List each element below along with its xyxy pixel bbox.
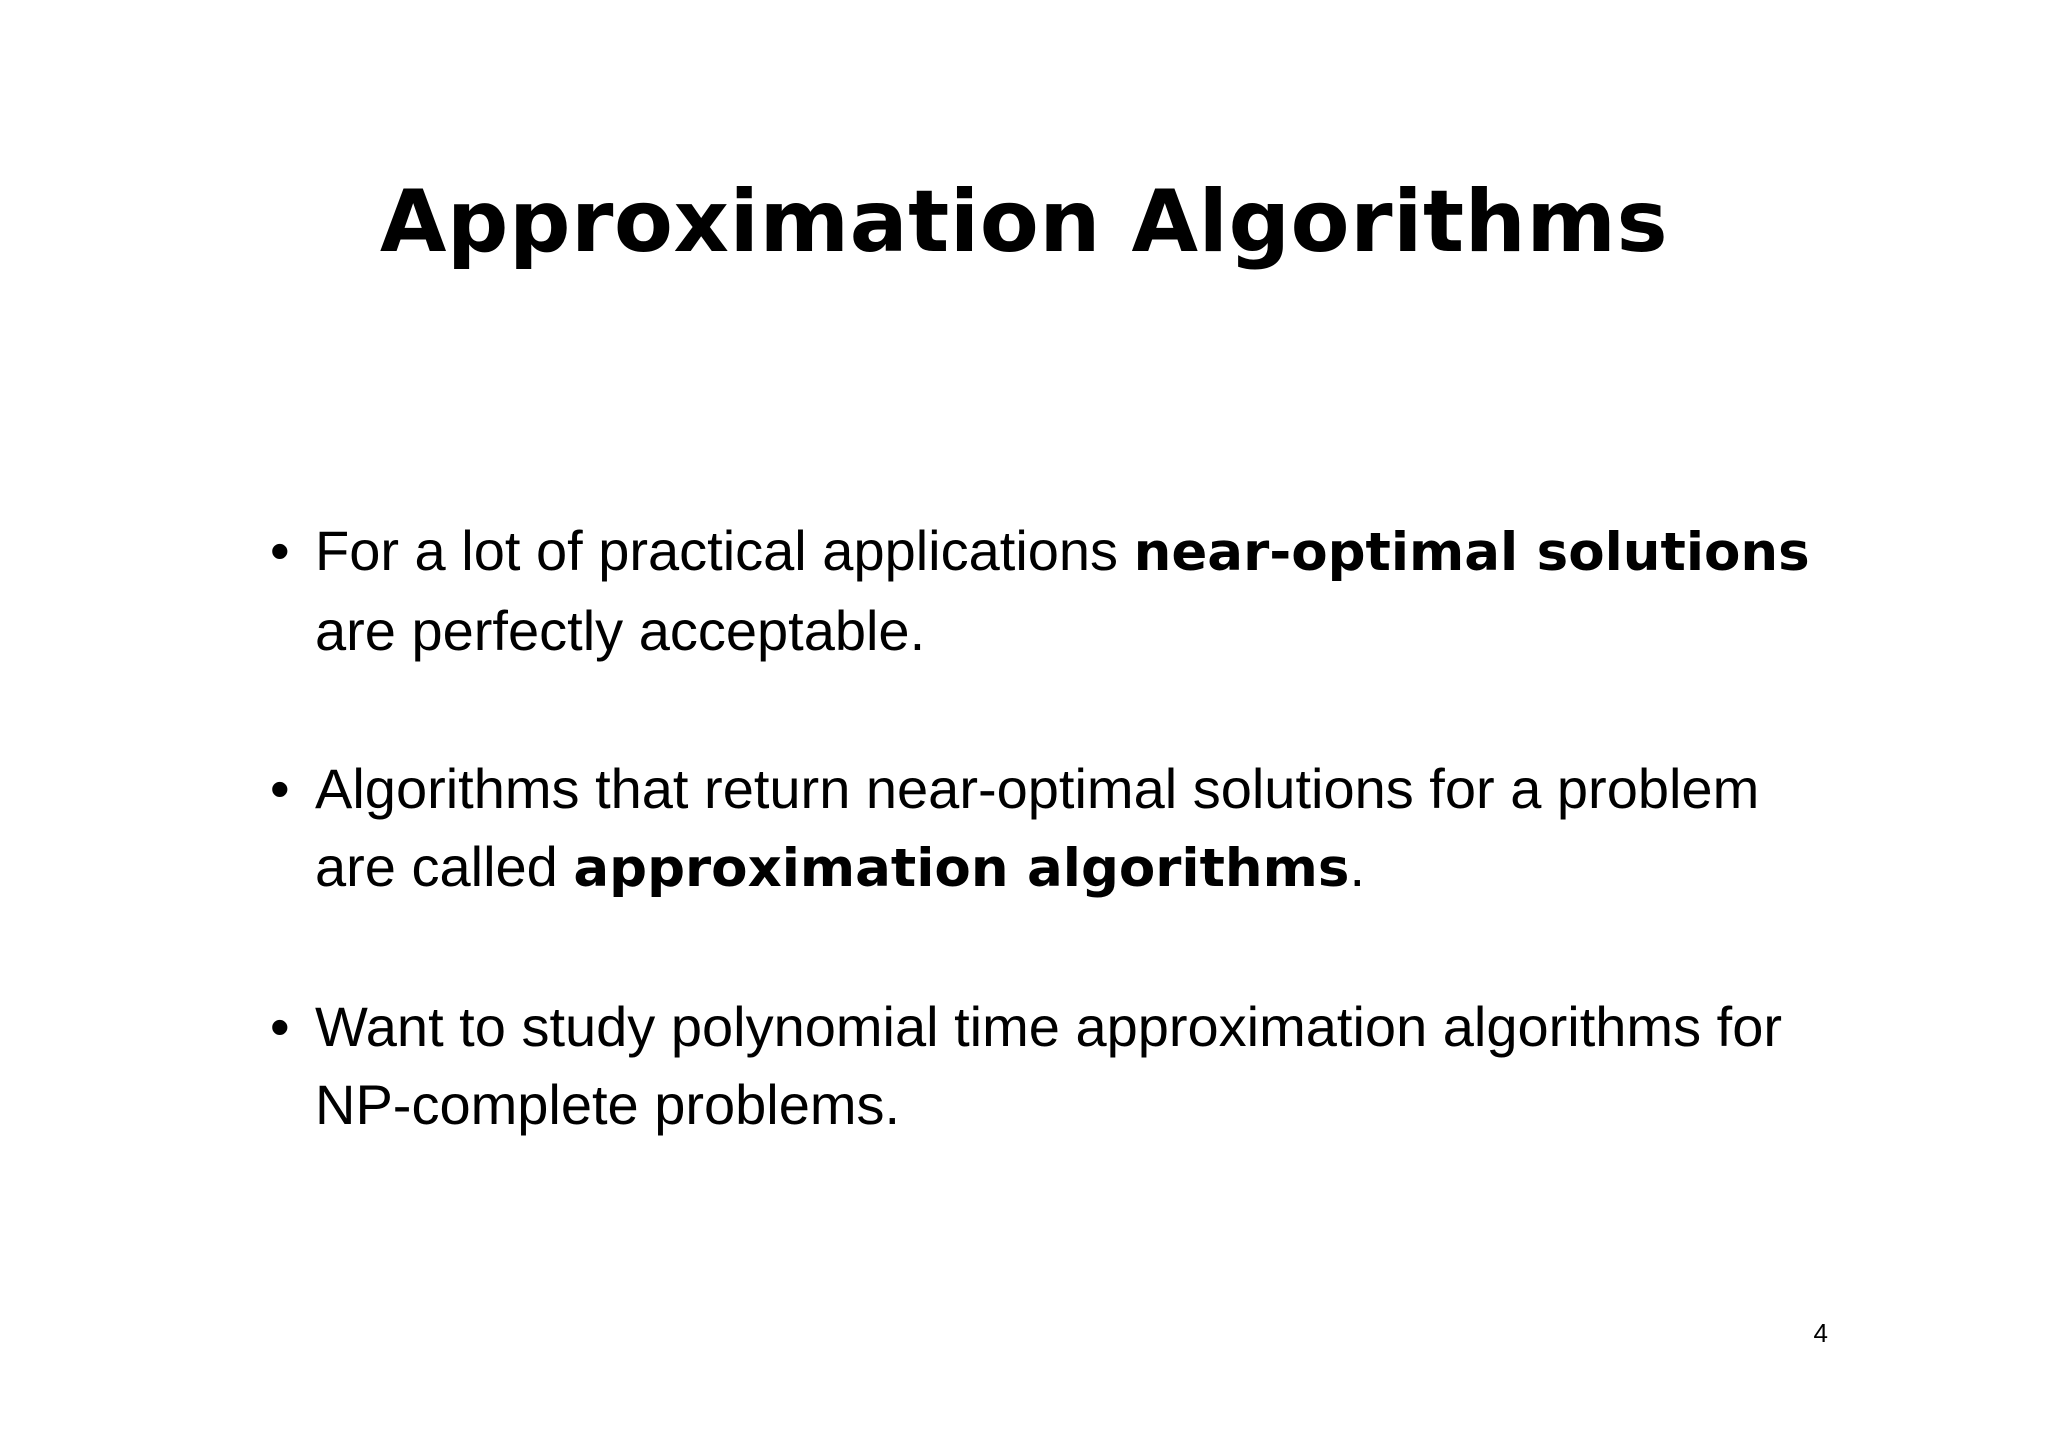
slide-title: Approximation Algorithms [379, 172, 1669, 272]
bullet-item-1 [265, 512, 1825, 670]
bullet-bold-text: near-optimal solutions [1133, 522, 1810, 583]
bullet-item-3 [265, 988, 1825, 1146]
bullet-list [265, 512, 1825, 1226]
page-number: 4 [1813, 1318, 1828, 1348]
bullet-text: Algorithms that return near-optimal solutions for a problem are called [315, 757, 1760, 898]
bullet-text: . [1349, 835, 1365, 898]
bullet-bold-text: approximation algorithms [573, 838, 1350, 899]
bullet-text: For a lot of practical applications [315, 519, 1134, 582]
bullet-text: are perfectly acceptable. [315, 599, 926, 662]
bullet-item-2 [265, 750, 1825, 908]
bullet-text: Want to study polynomial time approximation algorithms for NP-complete problems. [315, 995, 1782, 1136]
